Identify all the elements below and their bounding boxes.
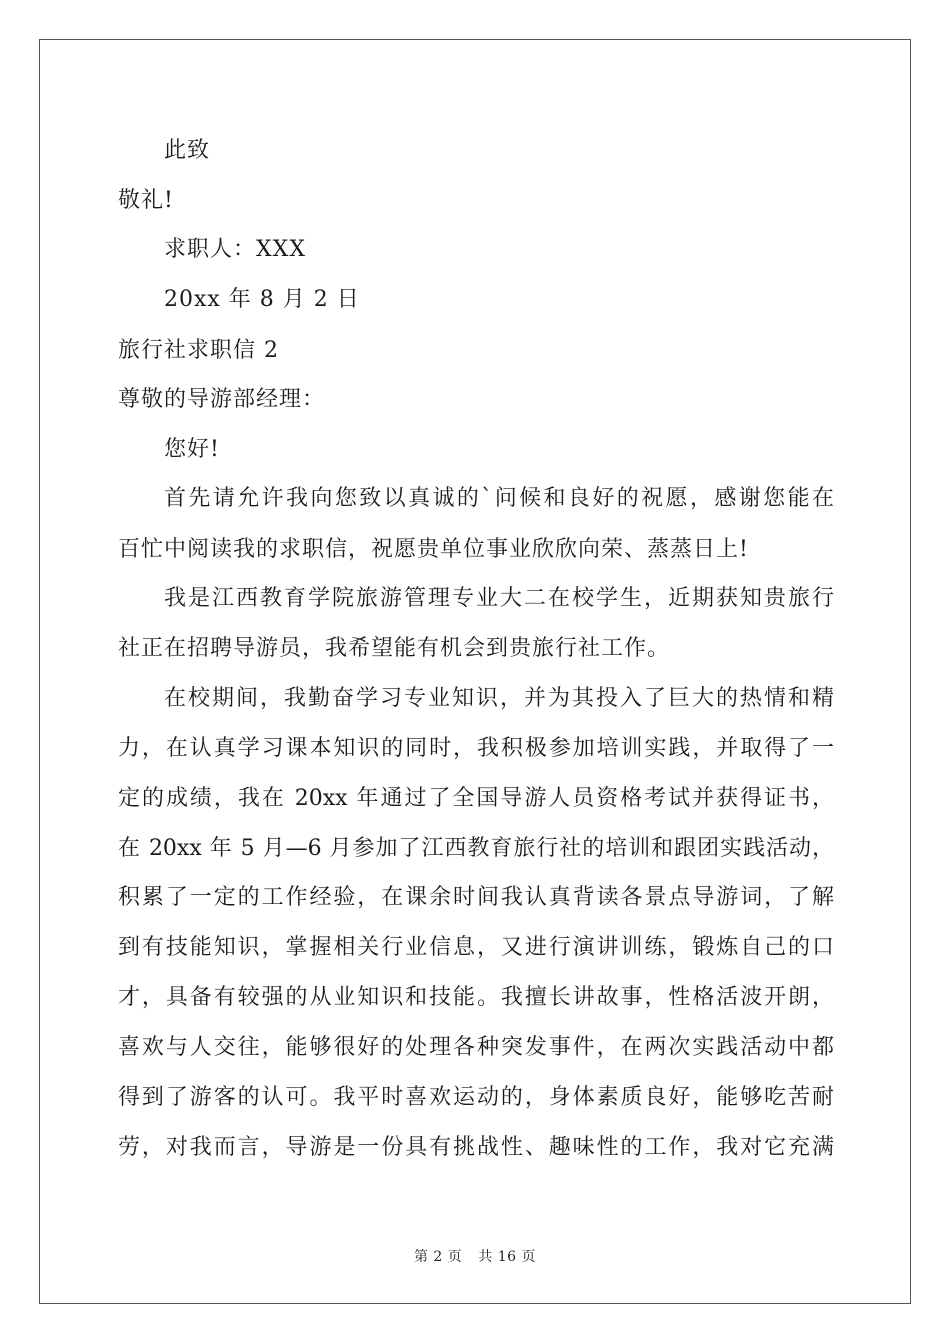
closing-salutation: 此致 [164,138,211,163]
paragraph-line: 百忙中阅读我的求职信，祝愿贵单位事业欣欣向荣、蒸蒸日上! [118,537,749,562]
paragraph-line: 得到了游客的认可。我平时喜欢运动的，身体素质良好，能够吃苦耐 [118,1085,834,1110]
page-number: 第 2 页 [413,1249,463,1265]
recipient-greeting: 尊敬的导游部经理： [118,387,326,412]
paragraph-line: 喜欢与人交往，能够很好的处理各种突发事件，在两次实践活动中都 [118,1035,834,1060]
page-border [39,39,911,1304]
letter-date: 20xx 年 8 月 2 日 [164,287,360,312]
paragraph-line: 我是江西教育学院旅游管理专业大二在校学生，近期获知贵旅行 [164,586,834,611]
paragraph-line: 力，在认真学习课本知识的同时，我积极参加培训实践，并取得了一 [118,736,834,761]
paragraph-line: 积累了一定的工作经验，在课余时间我认真背读各景点导游词，了解 [118,885,834,910]
paragraph-line: 首先请允许我向您致以真诚的`问候和良好的祝愿，感谢您能在 [164,486,834,511]
applicant-signature: 求职人：XXX [164,237,306,262]
section-title: 旅行社求职信 2 [118,338,279,363]
paragraph-line: 在校期间，我勤奋学习专业知识，并为其投入了巨大的热情和精 [164,686,834,711]
page-footer [0,1247,950,1267]
paragraph-line: 才，具备有较强的从业知识和技能。我擅长讲故事，性格活波开朗， [118,985,834,1010]
hello-line: 您好! [164,437,220,462]
paragraph-line: 到有技能知识，掌握相关行业信息，又进行演讲训练，锻炼自己的口 [118,935,834,960]
paragraph-line: 劳，对我而言，导游是一份具有挑战性、趣味性的工作，我对它充满 [118,1135,834,1160]
paragraph-line: 定的成绩，我在 20xx 年通过了全国导游人员资格考试并获得证书， [118,786,834,811]
paragraph-line: 在 20xx 年 5 月—6 月参加了江西教育旅行社的培训和跟团实践活动， [118,836,834,861]
page-total: 共 16 页 [478,1249,537,1265]
paragraph-line: 社正在招聘导游员，我希望能有机会到贵旅行社工作。 [118,636,671,661]
closing-regards: 敬礼! [118,188,174,213]
